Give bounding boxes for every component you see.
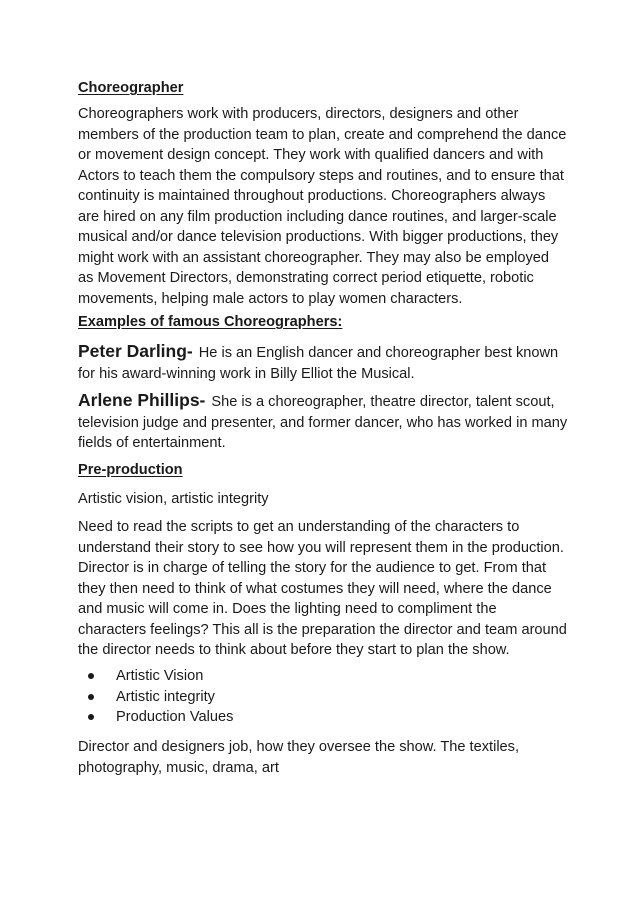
- person-description: He is an English dancer and choreographer best known for his award-winning work in Billy Elliot the Musical.: [78, 345, 559, 382]
- choreographer-heading: Choreographer: [78, 80, 184, 96]
- examples-heading: Examples of famous Choreographers:: [78, 314, 343, 330]
- bullet-list: [78, 666, 233, 728]
- list-item-label: Artistic integrity: [116, 688, 215, 705]
- person-description: She is a choreographer, theatre director, talent scout, television judge and presenter, and former dancer, who has worked in many fields of entertainment.: [78, 394, 568, 451]
- preproduction-subtitle: Artistic vision, artistic integrity: [78, 491, 269, 507]
- person-entry-arlene-phillips: [78, 390, 568, 454]
- list-item: [78, 687, 233, 708]
- list-item: [78, 707, 233, 728]
- bullet-icon: [88, 673, 94, 679]
- list-item-label: Artistic Vision: [116, 668, 204, 684]
- person-name: Arlene Phillips-: [78, 390, 206, 410]
- person-name: Peter Darling-: [78, 341, 193, 361]
- list-item: [78, 666, 233, 687]
- choreographer-paragraph: Choreographers work with producers, directors, designers and other members of the production team to plan, create and comprehend the dance or movement design concept. They work with qualified dancers and with Actors to teach them the compulsory steps and routines, and to ensure that continuity is maintained throughout productions. Choreographers always are hired on any film production including dance routines, and larger-scale musical and/or dance television productions. With bigger productions, they might work with an assistant choreographer. They may also be employed as Movement Directors, demonstrating correct period etiquette, robotic movements, helping male actors to play women characters.: [78, 106, 567, 307]
- closing-paragraph: Director and designers job, how they oversee the show. The textiles, photography, music, drama, art: [78, 739, 520, 776]
- list-item-label: Production Values: [116, 709, 234, 725]
- person-entry-peter-darling: [78, 341, 568, 384]
- bullet-icon: [88, 694, 94, 700]
- preproduction-paragraph: Need to read the scripts to get an understanding of the characters to understand their story to see how you will represent them in the production. Director is in charge of telling the story for the audience to get. From that they then need to think of what costumes they will need, where the dance and music will come in. Does the lighting need to compliment the characters feelings? This all is the preparation the director and team around the director needs to think about before they start to plan the show.: [78, 519, 567, 658]
- preproduction-heading: Pre-production: [78, 462, 183, 478]
- bullet-icon: [88, 714, 94, 720]
